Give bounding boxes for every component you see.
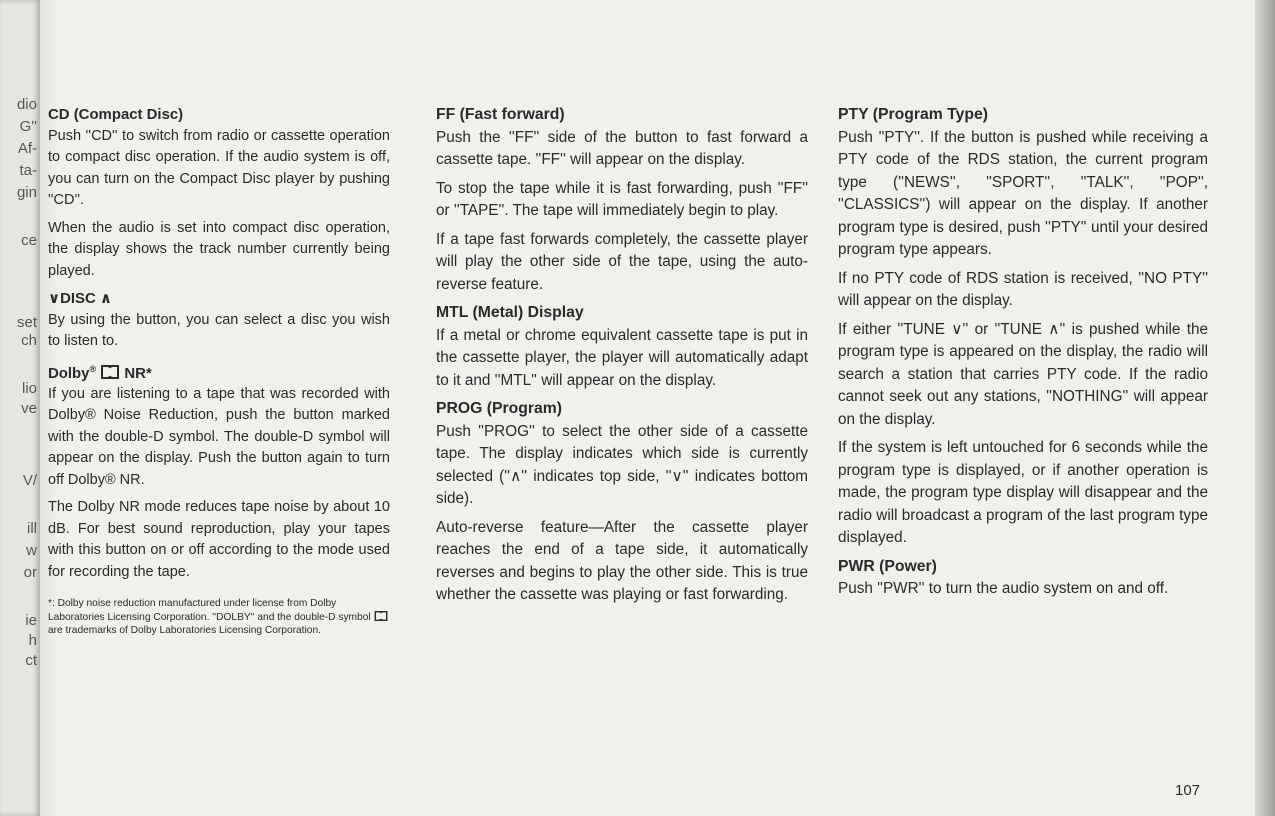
pwr-paragraph-1: Push ''PWR'' to turn the audio system on and off. <box>838 580 1169 597</box>
registered-mark: ® <box>89 363 97 374</box>
footnote-text-a: *: Dolby noise reduction manufactured under license from Dolby Laboratories Licensing Corporation. ''DOLBY'' and the double-D symbol <box>48 598 371 623</box>
page-edge-shadow <box>1255 0 1275 816</box>
prev-page-fragment: V/ <box>22 472 37 489</box>
prev-page-fragment: gin <box>16 184 37 201</box>
cd-heading: CD (Compact Disc) <box>48 106 184 123</box>
prev-page-fragment: ct <box>25 652 37 669</box>
cd-paragraph-1: Push ''CD'' to switch from radio or cassette operation to compact disc operation. If the audio system is off, you can turn on the Compact Disc player by pushing ''CD''. <box>48 127 390 208</box>
prev-page-fragment: lio <box>21 380 37 397</box>
ff-paragraph-1: Push the ''FF'' side of the button to fast forward a cassette tape. ''FF'' will appear on the display. <box>436 128 808 168</box>
dolby-heading-prefix: Dolby <box>48 364 90 382</box>
footnote-text-b: are trademarks of Dolby Laboratories Licensing Corporation. <box>48 625 321 637</box>
column-left <box>48 104 390 644</box>
prev-page-fragment: ve <box>21 400 37 417</box>
column-right <box>838 104 1208 607</box>
prev-page-fragment: or <box>23 564 37 581</box>
prev-page-fragment: ill <box>27 520 37 537</box>
dolby-footnote <box>48 597 390 638</box>
dolby-heading-suffix: NR* <box>120 364 152 382</box>
pty-paragraph-4: If the system is left untouched for 6 seconds while the program type is displayed, or if another operation is made, the program type display will disappear and the radio will broadcast a program of the last program type displayed. <box>838 439 1208 546</box>
prev-page-fragment: w <box>26 542 37 559</box>
pty-heading: PTY (Program Type) <box>838 106 988 123</box>
dolby-heading <box>48 359 390 384</box>
pty-paragraph-3: If either ''TUNE ∨'' or ''TUNE ∧'' is pushed while the program type is appeared on the display, the radio will search a station that carries PTY code. If the radio cannot seek out any stations, ''NOTHING'' will appear on the display. <box>838 320 1208 428</box>
previous-page-edge <box>0 0 40 816</box>
cd-paragraph-2: When the audio is set into compact disc operation, the display shows the track number currently being played. <box>48 219 390 279</box>
column-middle <box>436 104 808 613</box>
prev-page-fragment: ch <box>21 332 37 349</box>
mtl-heading: MTL (Metal) Display <box>436 304 584 321</box>
prev-page-fragment: dio <box>16 96 37 113</box>
prog-heading: PROG (Program) <box>436 400 563 417</box>
prev-page-fragment: h <box>28 632 37 649</box>
disc-heading: ∨DISC ∧ <box>48 290 113 307</box>
prev-page-fragment: ta- <box>19 162 37 179</box>
pty-paragraph-2: If no PTY code of RDS station is received, ''NO PTY'' will appear on the display. <box>838 269 1208 309</box>
dolby-paragraph-2: The Dolby NR mode reduces tape noise by about 10 dB. For best sound reproduction, play your tapes with this button on or off according to the mode used for recording the tape. <box>48 499 390 580</box>
prog-paragraph-2: Auto-reverse feature—After the cassette player reaches the end of a tape side, it automatically reverses and begins to play the other side. This is true whether the cassette was playing or fast forwarding. <box>436 518 808 603</box>
prev-page-fragment: G'' <box>19 118 37 135</box>
page-number: 107 <box>1175 782 1201 799</box>
ff-paragraph-3: If a tape fast forwards completely, the cassette player will play the other side of the tape, using the auto-reverse feature. <box>436 230 808 293</box>
dolby-paragraph-1: If you are listening to a tape that was recorded with Dolby® Noise Reduction, push the button marked with the double-D symbol. The double-D symbol will appear on the display. Push the button again to turn off Dolby® NR. <box>48 385 390 488</box>
double-d-icon <box>101 365 119 379</box>
pty-paragraph-1: Push ''PTY''. If the button is pushed while receiving a PTY code of the RDS station, the current program type (''NEWS'', ''SPORT'', ''TALK'', ''POP'', ''CLASSICS'') will appear on the display. If another program type is desired, push ''PTY'' until your desired program type appears. <box>838 128 1208 258</box>
prog-paragraph-1: Push ''PROG'' to select the other side of a cassette tape. The display indicates which side is currently selected (''∧'' indicates top side, ''∨'' indicates bottom side). <box>436 422 808 507</box>
prev-page-fragment: ce <box>21 232 37 249</box>
ff-paragraph-2: To stop the tape while it is fast forwarding, push ''FF'' or ''TAPE''. The tape will immediately begin to play. <box>436 179 808 219</box>
double-d-icon <box>374 611 388 621</box>
ff-heading: FF (Fast forward) <box>436 106 565 123</box>
disc-paragraph-1: By using the button, you can select a disc you wish to listen to. <box>48 311 390 349</box>
prev-page-fragment: set <box>16 314 37 331</box>
pwr-heading: PWR (Power) <box>838 557 937 575</box>
prev-page-fragment: ie <box>25 612 37 629</box>
mtl-paragraph-1: If a metal or chrome equivalent cassette tape is put in the cassette player, the player will automatically adapt to it and ''MTL'' will appear on the display. <box>436 326 808 389</box>
prev-page-fragment: Af- <box>17 140 37 157</box>
